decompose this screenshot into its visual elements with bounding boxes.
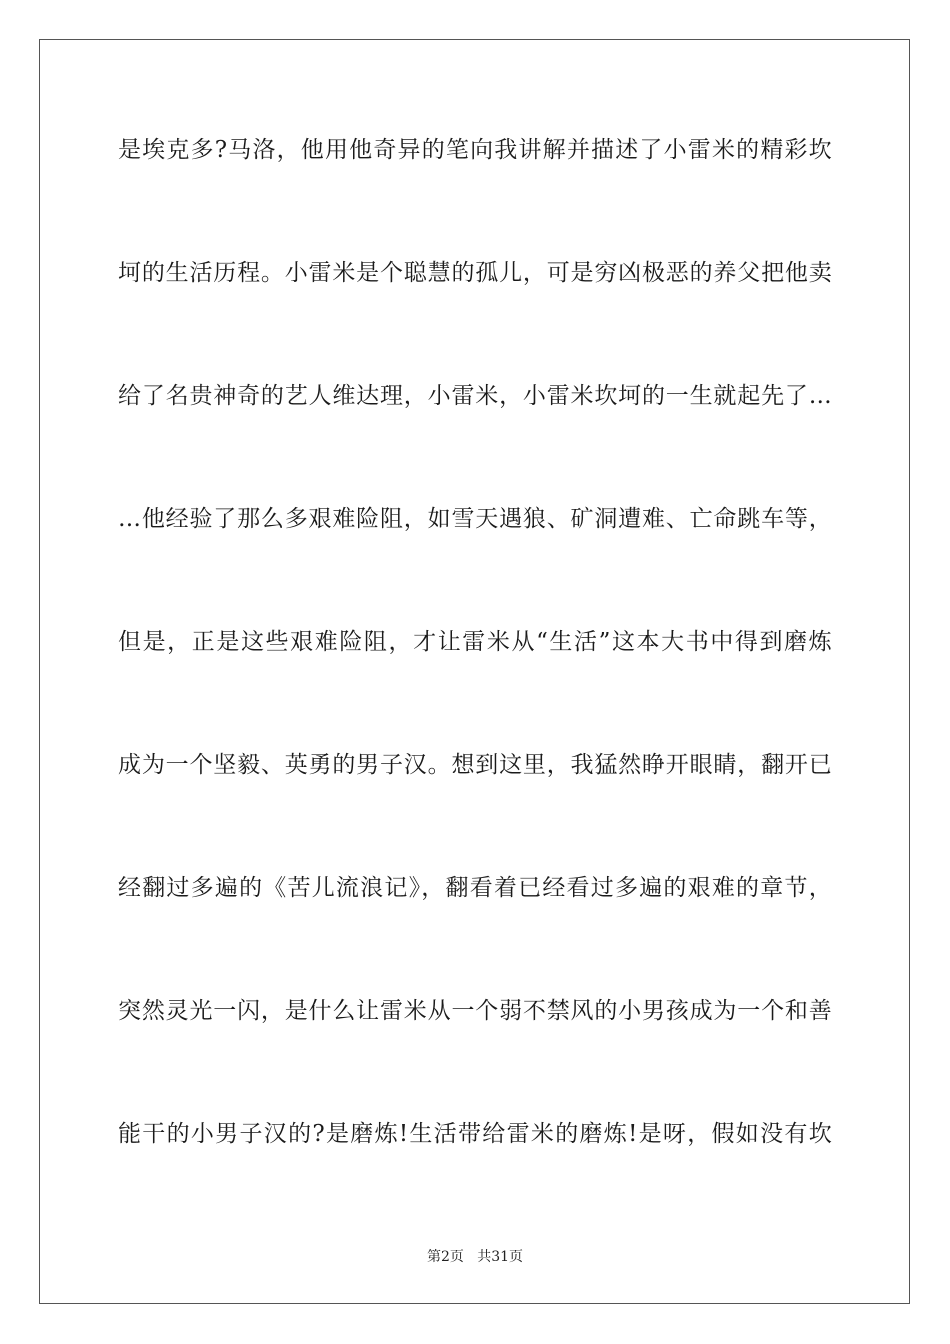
- body-line-2: 坷的生活历程。小雷米是个聪慧的孤儿，可是穷凶极恶的养父把他卖: [118, 260, 832, 286]
- body-line-5: 但是，正是这些艰难险阻，才让雷米从“生活”这本大书中得到磨炼: [118, 629, 832, 655]
- body-line-1: 是埃克多?马洛，他用他奇异的笔向我讲解并描述了小雷米的精彩坎: [118, 137, 832, 163]
- body-line-7: 经翻过多遍的《苦儿流浪记》，翻看着已经看过多遍的艰难的章节，: [118, 875, 832, 901]
- body-line-3: 给了名贵神奇的艺人维达理，小雷米，小雷米坎坷的一生就起先了…: [118, 383, 832, 409]
- body-line-4: …他经验了那么多艰难险阻，如雪天遇狼、矿洞遭难、亡命跳车等，: [118, 506, 832, 532]
- body-line-8: 突然灵光一闪，是什么让雷米从一个弱不禁风的小男孩成为一个和善: [118, 998, 832, 1024]
- page-border: [39, 39, 910, 1304]
- body-line-6: 成为一个坚毅、英勇的男子汉。想到这里，我猛然睁开眼睛，翻开已: [118, 752, 832, 778]
- body-line-9: 能干的小男子汉的?是磨炼!生活带给雷米的磨炼!是呀，假如没有坎: [118, 1121, 832, 1147]
- page-number-footer: 第2页 共31页: [426, 1249, 524, 1265]
